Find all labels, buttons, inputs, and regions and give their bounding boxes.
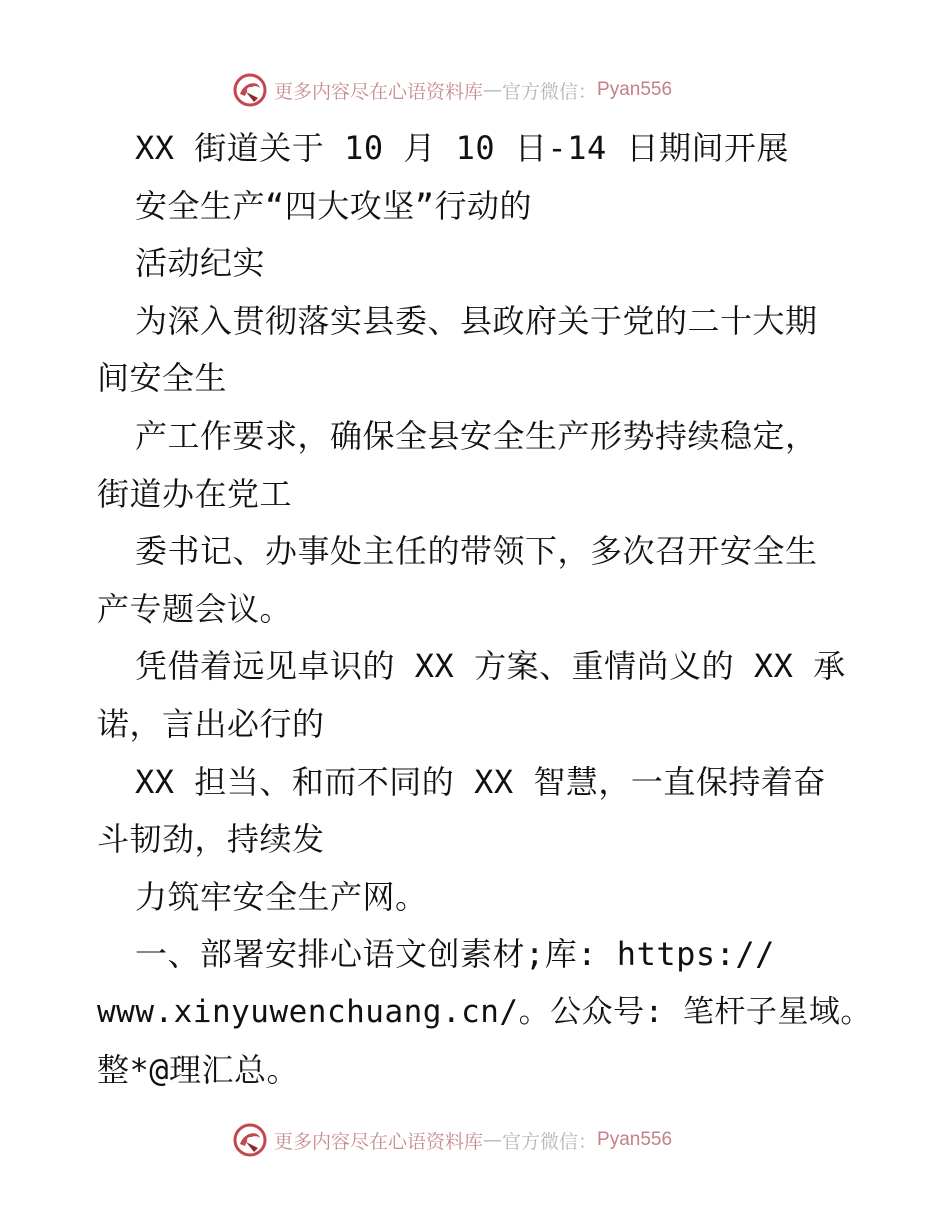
header-banner[interactable] — [232, 70, 752, 110]
doc-line: 凭借着远见卓识的 XX 方案、重情尚义的 XX 承 — [135, 647, 846, 686]
doc-line: 整*@理汇总。 — [97, 1050, 300, 1089]
doc-line: 活动纪实 — [135, 244, 266, 283]
doc-line-url[interactable]: www.xinyuwenchuang.cn/。公众号: 笔杆子星域。 — [97, 993, 872, 1030]
doc-line: 一、部署安排心语文创素材;库: https:// — [135, 935, 775, 974]
doc-line: 诺，言出必行的 — [97, 704, 325, 743]
banner-wechat-label: 官方微信： — [502, 1130, 598, 1153]
doc-line: 为深入贯彻落实县委、县政府关于党的二十大期 — [135, 301, 818, 340]
doc-line: 间安全生 — [97, 359, 228, 398]
doc-line: 街道办在党工 — [97, 474, 293, 513]
banner-text: 更多内容尽在心语资料库 — [274, 80, 484, 103]
footer-banner[interactable] — [232, 1120, 752, 1160]
banner-wechat-label: 官方微信： — [502, 80, 598, 103]
banner-wechat-id: Pyan556 — [597, 79, 673, 100]
banner-wechat-id: Pyan556 — [597, 1129, 673, 1150]
doc-line: 委书记、办事处主任的带领下，多次召开安全生 — [135, 532, 818, 571]
banner-separator: — — [483, 79, 503, 101]
doc-line: XX 担当、和而不同的 XX 智慧，一直保持着奋 — [135, 762, 826, 801]
doc-line: 斗韧劲，持续发 — [97, 820, 325, 859]
doc-line: 产专题会议。 — [97, 589, 293, 628]
swirl-logo-icon — [232, 72, 268, 108]
doc-line: 安全生产“四大攻坚”行动的 — [135, 186, 533, 225]
swirl-logo-icon — [232, 1122, 268, 1158]
banner-separator: — — [483, 1129, 503, 1151]
doc-line: XX 街道关于 10 月 10 日-14 日期间开展 — [135, 129, 789, 167]
doc-line: 力筑牢安全生产网。 — [135, 877, 428, 916]
banner-text: 更多内容尽在心语资料库 — [274, 1130, 484, 1153]
document-body — [97, 120, 872, 1099]
doc-line: 产工作要求，确保全县安全生产形势持续稳定， — [135, 416, 818, 455]
